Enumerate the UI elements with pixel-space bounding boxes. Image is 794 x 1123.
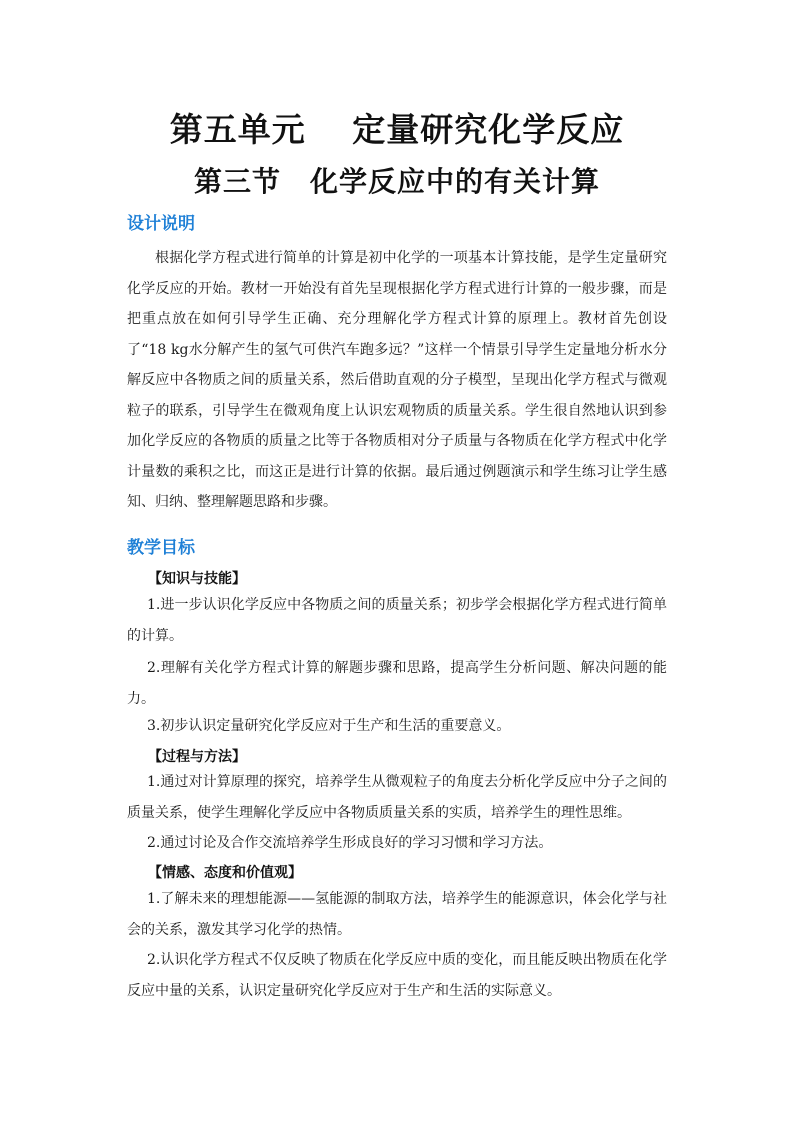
unit-title: 第五单元 定量研究化学反应	[169, 110, 625, 149]
design-paragraph	[127, 243, 667, 518]
attitude-item-2: 2.认识化学方程式不仅反映了物质在化学反应中质的变化，而且能反映出物质在化学反应中量的关系，认识定量研究化学反应对于生产和生活的实际意义。	[127, 952, 667, 999]
knowledge-label: 【知识与技能】	[148, 571, 246, 587]
section-title: 第三节 化学反应中的有关计算	[193, 165, 600, 198]
process-item-1: 1.通过对计算原理的探究，培养学生从微观粒子的角度去分析化学反应中分子之间的质量关系，使学生理解化学反应中各物质质量关系的实质，培养学生的理性思维。	[127, 774, 667, 821]
attitude-item-1: 1.了解未来的理想能源——氢能源的制取方法，培养学生的能源意识，体会化学与社会的关系，激发其学习化学的热情。	[127, 891, 667, 938]
attitude-label: 【情感、态度和价值观】	[148, 865, 302, 881]
knowledge-item-2: 2.理解有关化学方程式计算的解题步骤和思路，提高学生分析问题、解决问题的能力。	[127, 660, 667, 707]
process-label: 【过程与方法】	[148, 749, 246, 765]
design-paragraph-text: 根据化学方程式进行简单的计算是初中化学的一项基本计算技能，是学生定量研究化学反应的开始。教材一开始没有首先呈现根据化学方程式进行计算的一般步骤，而是把重点放在如何引导学生正确、充分理解化学方程式计算的原理上。教材首先创设了“18 kg水分解产生的氢气可供汽车跑多远？”这样一个情景引导学生定量地分析水分解反应中各物质之间的质量关系，然后借助直观的分子模型，呈现出化学方程式与微观粒子的联系，引导学生在微观角度上认识宏观物质的质量关系。学生很自然地认识到参加化学反应的各物质的质量之比等于各物质相对分子质量与各物质在化学方程式中化学计量数的乘积之比，而这正是进行计算的依据。最后通过例题演示和学生练习让学生感知、归纳、整理解题思路和步骤。	[127, 250, 667, 510]
knowledge-item-3: 3.初步认识定量研究化学反应对于生产和生活的重要意义。	[147, 718, 511, 734]
goals-heading: 教学目标	[127, 538, 195, 558]
knowledge-item-1: 1.进一步认识化学反应中各物质之间的质量关系；初步学会根据化学方程式进行简单的计算。	[127, 597, 667, 644]
design-heading: 设计说明	[127, 214, 195, 234]
process-item-2: 2.通过讨论及合作交流培养学生形成良好的学习习惯和学习方法。	[147, 835, 553, 851]
